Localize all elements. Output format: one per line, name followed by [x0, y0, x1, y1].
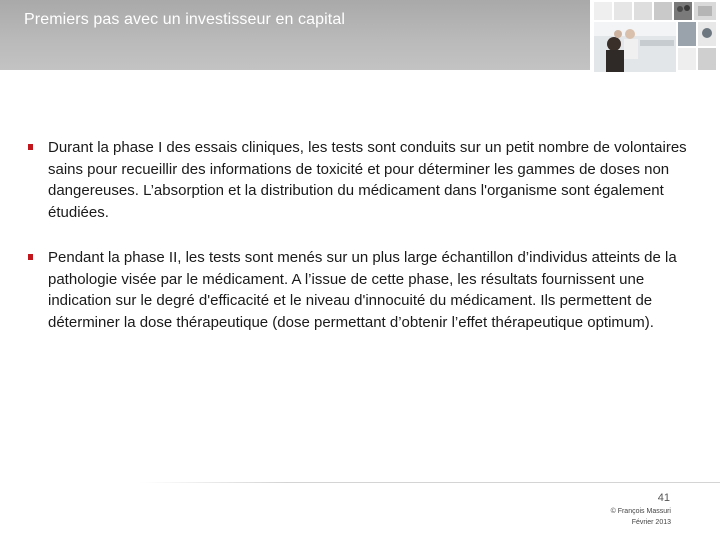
- copyright-text: © François Massuri: [610, 508, 671, 515]
- footer-divider: [140, 482, 720, 483]
- date-text: Février 2013: [631, 519, 671, 526]
- header-photo-collage: [590, 0, 720, 72]
- slide-title: Premiers pas avec un investisseur en capital: [24, 11, 345, 28]
- bullet-item-phase-2: [28, 247, 703, 333]
- page-number: 41: [657, 492, 670, 504]
- photo-collage-image: [590, 0, 720, 72]
- bullet-square-icon: [28, 254, 33, 260]
- bullet-list: [28, 137, 703, 357]
- bullet-text: Pendant la phase II, les tests sont menés sur un plus large échantillon d’individus atteints de la pathologie visée par le médicament. A l’issue de cette phase, les résultats fournissent une indication sur le degré d'efficacité et le niveau d'innocuité du médicament. Ils permettent de déterminer la dose thérapeutique (dose permettant d’obtenir l’effet thérapeutique optimum).: [48, 249, 677, 331]
- bullet-text: Durant la phase I des essais cliniques, les tests sont conduits sur un petit nombre de volontaires sains pour recueillir des informations de toxicité et pour déterminer les gammes de doses non dangereuses. L’absorption et la distribution du médicament dans l'organisme sont également étudiées.: [48, 139, 687, 221]
- bullet-item-phase-1: [28, 137, 703, 223]
- bullet-square-icon: [28, 144, 33, 150]
